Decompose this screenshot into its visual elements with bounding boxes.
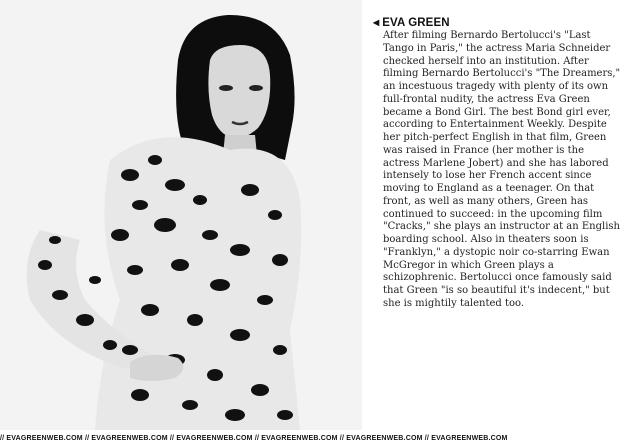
headline-text: EVA GREEN bbox=[382, 17, 450, 29]
watermark-footer bbox=[0, 430, 624, 447]
triangle-left-icon: ◀ bbox=[373, 18, 380, 27]
article-headline bbox=[373, 17, 619, 29]
watermark-text: // EVAGREENWEB.COM // EVAGREENWEB.COM // EVAGREENWEB.COM // EVAGREENWEB.COM // EVAGREENWEB.COM // EVAGREENWEB.COM bbox=[0, 435, 508, 442]
article-body: After filming Bernardo Bertolucci's "Last Tango in Paris," the actress Maria Schneider checked herself into an institution. After filming Bernardo Bertolucci's "The Dreamers," an incestuous tragedy with plenty of its own full-frontal nudity, the actress Eva Green became a Bond Girl. The best Bond girl ever, according to Entertainment Weekly. Despite her pitch-perfect English in that film, Green was raised in France (her mother is the actress Marlene Jobert) and she has labored intensely to lose her French accent since moving to England as a teenager. On that front, as well as many others, Green has continued to succeed: in the upcoming film "Cracks," she plays an instructor at an English boarding school. Also in theaters soon is "Franklyn," a dystopic noir co-starring Ewan McGregor in which Green plays a schizophrenic. Bertolucci once famously said that Green "is so beautiful it's indecent," but she is mightily talented too. bbox=[383, 30, 621, 309]
article bbox=[373, 17, 619, 311]
